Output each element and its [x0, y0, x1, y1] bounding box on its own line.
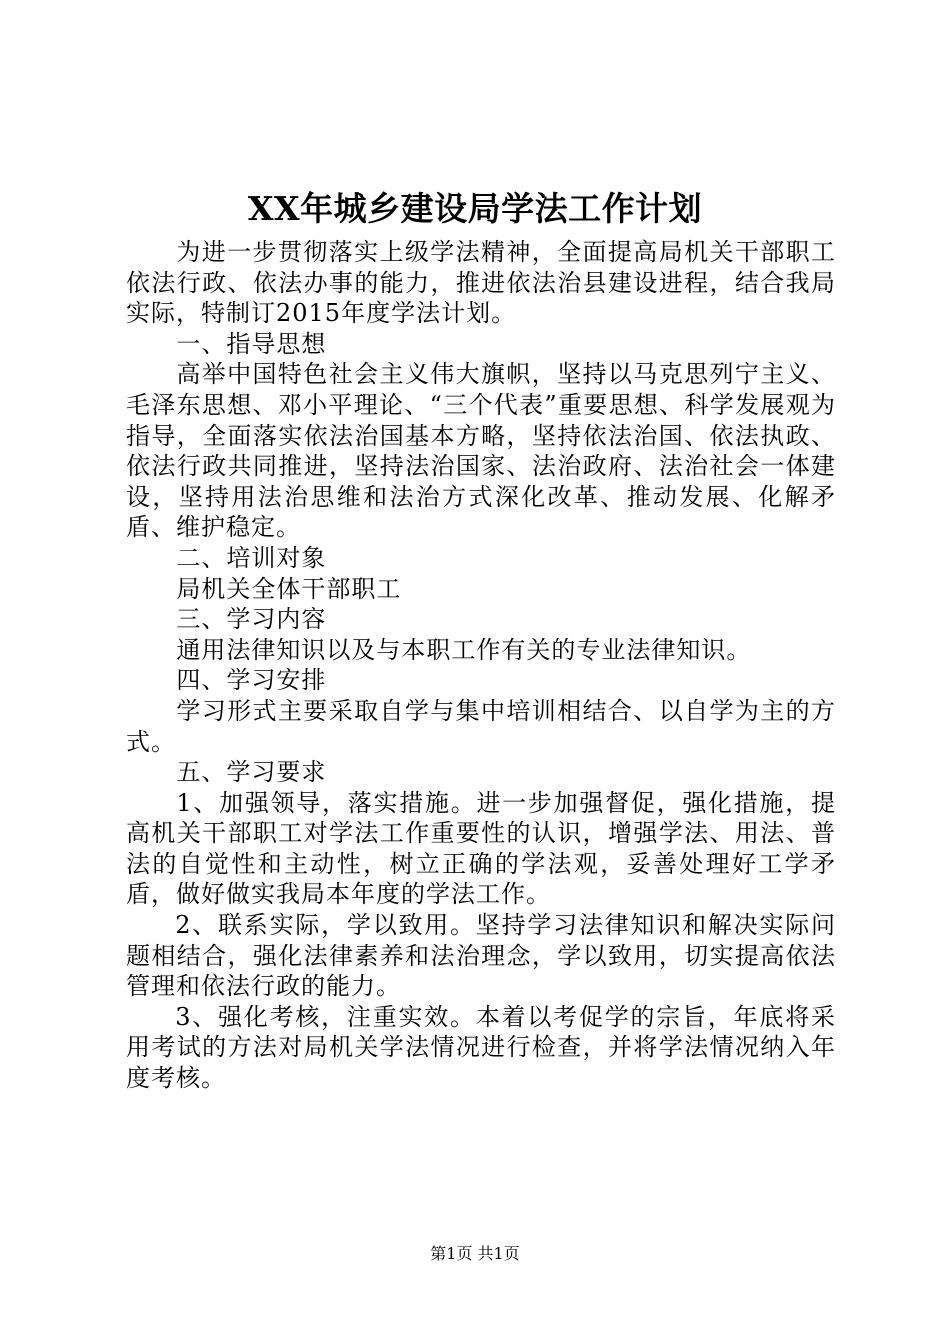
guiding-thought-paragraph: 高举中国特色社会主义伟大旗帜，坚持以马克思列宁主义、毛泽东思想、邓小平理论、“三个代表”重要思想、科学发展观为指导，全面落实依法治国基本方略，坚持依法治国、依法执政、依法行政共同推进，坚持法治国家、法治政府、法治社会一体建设，坚持用法治思维和法治方式深化改革、推动发展、化解矛盾、维护稳定。: [126, 360, 836, 542]
study-content-paragraph: 通用法律知识以及与本职工作有关的专业法律知识。: [176, 635, 752, 664]
requirement-item-1: 1、加强领导，落实措施。进一步加强督促，强化措施，提高机关干部职工对学法工作重要性的认识，增强学法、用法、普法的自觉性和主动性，树立正确的学法观，妥善处理好工学矛盾，做好做实我局本年度的学法工作。: [126, 788, 836, 909]
section-heading-study-requirements: 五、学习要求: [176, 758, 327, 787]
section-heading-study-arrangement: 四、学习安排: [176, 666, 327, 695]
requirement-item-3: 3、强化考核，注重实效。本着以考促学的宗旨，年底将采用考试的方法对局机关学法情况进行检查，并将学法情况纳入年度考核。: [126, 1002, 836, 1093]
document-body: [126, 237, 836, 1094]
section-heading-guiding-thought: 一、指导思想: [176, 329, 327, 358]
document-title: XX年城乡建设局学法工作计划: [247, 189, 703, 228]
training-target-paragraph: 局机关全体干部职工: [176, 574, 402, 603]
intro-paragraph: 为进一步贯彻落实上级学法精神，全面提高局机关干部职工依法行政、依法办事的能力，推进依法治县建设进程，结合我局实际，特制订2015年度学法计划。: [126, 238, 836, 328]
section-heading-training-target: 二、培训对象: [176, 543, 327, 572]
section-heading-study-content: 三、学习内容: [176, 605, 327, 634]
page-number-footer: 第1页 共1页: [430, 1244, 520, 1263]
requirement-item-2: 2、联系实际，学以致用。坚持学习法律知识和解决实际问题相结合，强化法律素养和法治理念，学以致用，切实提高依法管理和依法行政的能力。: [126, 911, 836, 1001]
study-arrangement-paragraph: 学习形式主要采取自学与集中培训相结合、以自学为主的方式。: [126, 696, 836, 756]
